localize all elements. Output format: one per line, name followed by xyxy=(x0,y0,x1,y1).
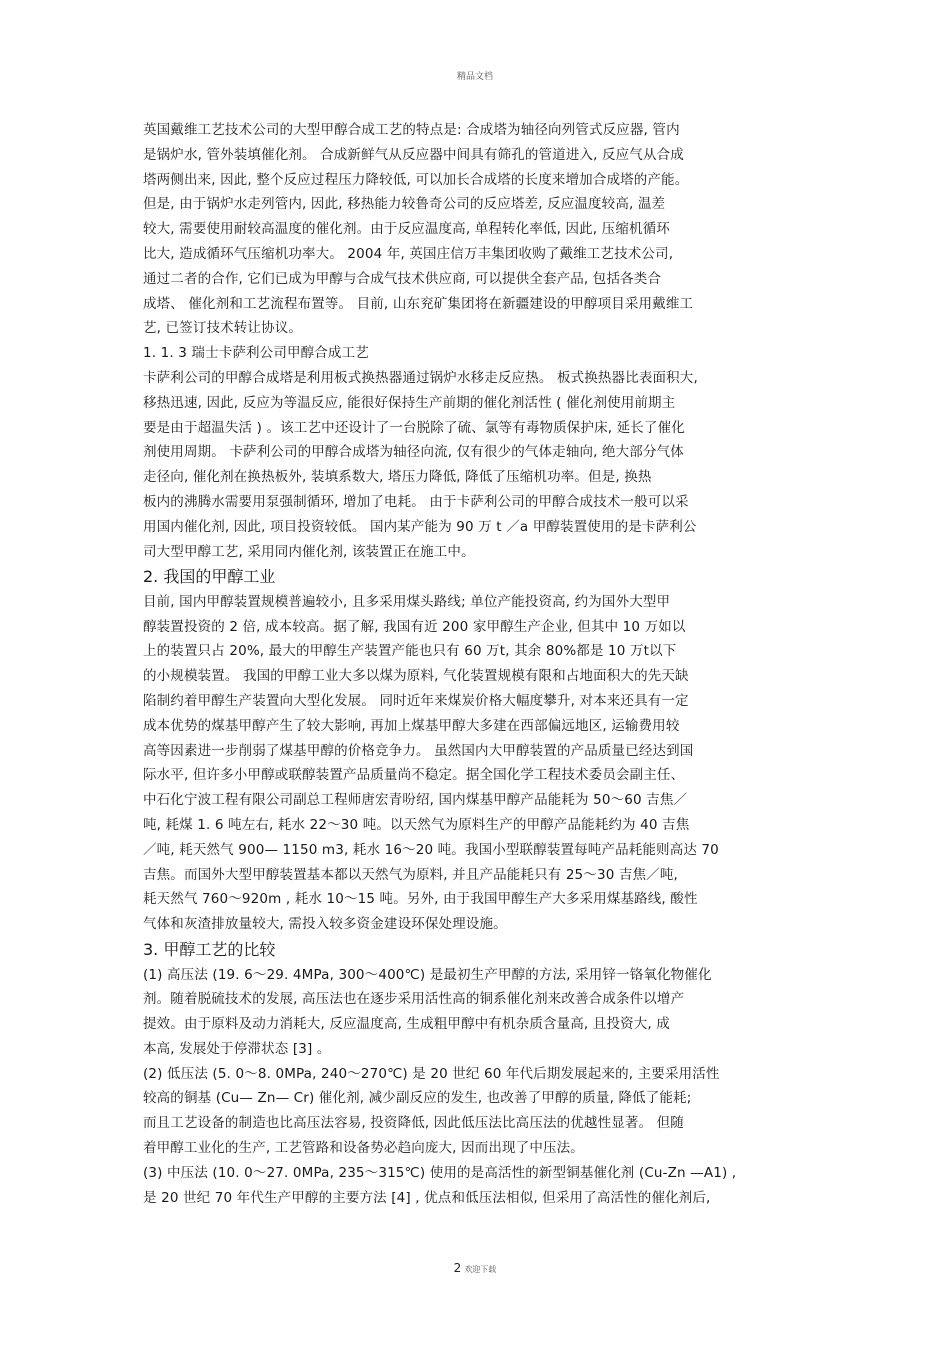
text-line: 醇装置投资的 2 倍, 成本较高。据了解, 我国有近 200 家甲醇生产企业, 但其中 10 万如以 xyxy=(143,618,686,635)
text-line: 走径向, 催化剂在换热板外, 装填系数大, 塔压力降低, 降低了压缩机功率。但是, 换热 xyxy=(143,469,652,486)
text-line: 上的装置只占 20%, 最大的甲醇生产装置产能也只有 60 万t, 其余 80%都是 10 万t以下 xyxy=(143,643,677,660)
section-heading: 2. 我国的甲醇工业 xyxy=(143,567,276,587)
text-line: 而且工艺设备的制造也比高压法容易, 投资降低, 因此低压法比高压法的优越性显著。 但随 xyxy=(143,1115,684,1132)
text-line: 高等因素进一步削弱了煤基甲醇的价格竞争力。 虽然国内大甲醇装置的产品质量已经达到国 xyxy=(143,742,694,759)
text-line: 通过二者的合作, 它们已成为甲醇与合成气技术供应商, 可以提供全套产品, 包括各类合 xyxy=(143,270,662,287)
text-line: 塔两侧出来, 因此, 整个反应过程压力降较低, 可以加长合成塔的长度来增加合成塔的产能。 xyxy=(143,171,689,188)
text-line: 剂使用周期。 卡萨利公司的甲醇合成塔为轴径向流, 仅有很少的气体走轴向, 绝大部分气体 xyxy=(143,444,684,461)
text-line: 英国戴维工艺技术公司的大型甲醇合成工艺的特点是: 合成塔为轴径向列管式反应器, 管内 xyxy=(143,122,680,138)
text-line: 中石化宁波工程有限公司副总工程师唐宏青吩绍, 国内煤基甲醇产品能耗为 50～60 吉焦／ xyxy=(143,792,688,809)
text-line: 用国内催化剂, 因此, 项目投资较低。 国内某产能为 90 万 t ／a 甲醇装置使用的是卡萨利公 xyxy=(143,518,697,535)
text-line: 着甲醇工业化的生产, 工艺管路和设备势必趋向庞大, 因而出现了中压法。 xyxy=(143,1140,584,1157)
page-header: 精品文档 xyxy=(456,72,493,82)
text-line: 气体和灰渣排放量较大, 需投入较多资金建设环保处理设施。 xyxy=(143,916,507,933)
text-line: 板内的沸腾水需要用泵强制循环, 增加了电耗。 由于卡萨利公司的甲醇合成技术一般可以采 xyxy=(143,493,689,510)
footer-label: 欢迎下载 xyxy=(464,1265,497,1274)
text-line: 目前, 国内甲醇装置规模普遍较小, 且多采用煤头路线; 单位产能投资高, 约为国外大型甲 xyxy=(143,593,671,610)
text-line: ／吨, 耗天然气 900— 1150 m3, 耗水 16～20 吨。我国小型联醇装置每吨产品耗能则高达 70 xyxy=(143,841,719,858)
text-line: 际水平, 但许多小甲醇或联醇装置产品质量尚不稳定。据全国化学工程技术委员会副主任、 xyxy=(143,767,685,784)
text-line: 艺, 已签订技术转让协议。 xyxy=(143,320,303,337)
text-line: 吉焦。而国外大型甲醇装置基本都以天然气为原料, 并且产品能耗只有 25～30 吉焦／吨, xyxy=(143,866,678,883)
text-line: 1. 1. 3 瑞士卡萨利公司甲醇合成工艺 xyxy=(143,345,369,362)
section-heading: 3. 甲醇工艺的比较 xyxy=(143,940,276,959)
text-line: 卡萨利公司的甲醇合成塔是利用板式换热器通过锅炉水移走反应热。 板式换热器比表面积大, xyxy=(143,369,698,386)
text-line: 但是, 由于锅炉水走列管内, 因此, 移热能力较鲁奇公司的反应塔差, 反应温度较高, 温差 xyxy=(143,196,666,213)
text-line: 的小规模装置。 我国的甲醇工业大多以煤为原料, 气化装置规模有限和占地面积大的先天缺 xyxy=(143,668,689,685)
text-line: (3) 中压法 (10. 0～27. 0MPa, 235～315℃) 使用的是高活性的新型铜基催化剂 (Cu-Zn —A1) , xyxy=(143,1164,737,1181)
document-body xyxy=(143,118,813,1210)
text-line: 移热迅速, 因此, 反应为等温反应, 能很好保持生产前期的催化剂活性 ( 催化剂使用前期主 xyxy=(143,394,676,411)
text-line: 是 20 世纪 70 年代生产甲醇的主要方法 [4] , 优点和低压法相似, 但采用了高活性的催化剂后, xyxy=(143,1189,711,1206)
text-line: 司大型甲醇工艺, 采用同内催化剂, 该装置正在施工中。 xyxy=(143,543,475,560)
text-line: 耗天然气 760～920m , 耗水 10～15 吨。另外, 由于我国甲醇生产大多采用煤基路线, 酸性 xyxy=(143,891,698,908)
text-line: 较大, 需要使用耐较高温度的催化剂。由于反应温度高, 单程转化率低, 因此, 压缩机循环 xyxy=(143,221,670,238)
text-line: 提效。由于原料及动力消耗大, 反应温度高, 生成粗甲醇中有机杂质含量高, 且投资大, 成 xyxy=(143,1016,670,1033)
text-line: 本高, 发展处于停滞状态 [3] 。 xyxy=(143,1040,331,1057)
text-line: 较高的铜基 (Cu— Zn— Cr) 催化剂, 减少副反应的发生, 也改善了甲醇的质量, 降低了能耗; xyxy=(143,1090,692,1107)
page-number: 2 xyxy=(453,1261,462,1275)
page-footer xyxy=(0,1261,950,1275)
text-line: 吨, 耗煤 1. 6 吨左右, 耗水 22～30 吨。以天然气为原料生产的甲醇产品能耗约为 40 吉焦 xyxy=(143,817,690,834)
text-line: 成塔、 催化剂和工艺流程布置等。 目前, 山东兖矿集团将在新疆建设的甲醇项目采用戴维工 xyxy=(143,295,694,312)
text-line: 要是由于超温失活 ) 。该工艺中还设计了一台脱除了硫、氯等有毒物质保护床, 延长了催化 xyxy=(143,419,685,436)
text-line: 比大, 造成循环气压缩机功率大。 2004 年, 英国庄信万丰集团收购了戴维工艺技术公司, xyxy=(143,245,674,262)
text-line: 陷制约着甲醇生产装置向大型化发展。 同时近年来煤炭价格大幅度攀升, 对本来还具有一定 xyxy=(143,693,689,710)
text-line: (2) 低压法 (5. 0～8. 0MPa, 240～270℃) 是 20 世纪 60 年代后期发展起来的, 主要采用活性 xyxy=(143,1065,720,1082)
text-line: 成本优势的煤基甲醇产生了较大影响, 再加上煤基甲醇大多建在西部偏远地区, 运输费用较 xyxy=(143,717,680,734)
text-line: 是锅炉水, 管外装填催化剂。 合成新鲜气从反应器中间具有筛孔的管道进入, 反应气从合成 xyxy=(143,146,684,163)
text-line: (1) 高压法 (19. 6～29. 4MPa, 300～400℃) 是最初生产甲醇的方法, 采用锌一铬氧化物催化 xyxy=(143,966,712,983)
text-line: 剂。随着脱硫技术的发展, 高压法也在逐步采用活性高的铜系催化剂来改善合成条件以增产 xyxy=(143,991,685,1008)
